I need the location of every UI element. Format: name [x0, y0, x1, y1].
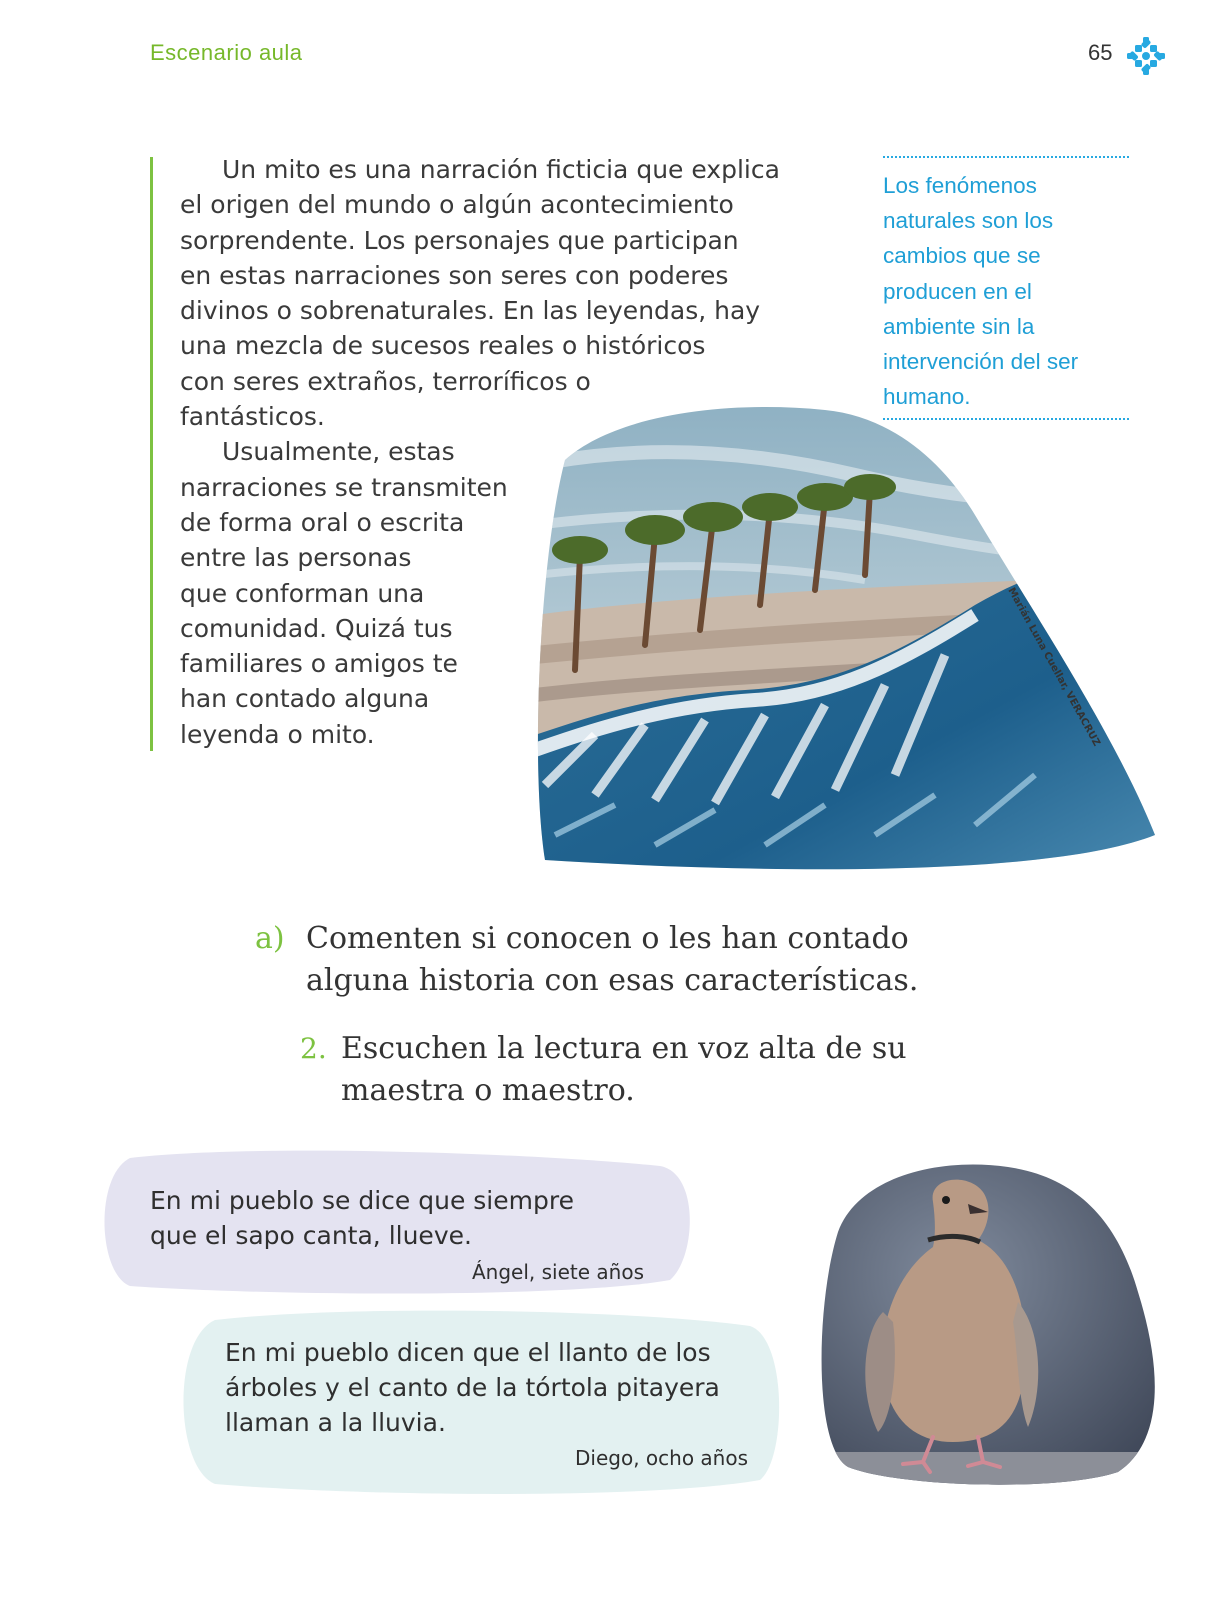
intro-line: en estas narraciones son seres con poderes: [180, 260, 729, 290]
intro-line: una mezcla de sucesos reales o históricos: [180, 331, 706, 361]
quote-line: En mi pueblo dicen que el llanto de los: [225, 1338, 711, 1367]
tidal-wave-illustration: [535, 405, 1165, 890]
glossary-line: naturales son los: [883, 208, 1054, 234]
intro-line: familiares o amigos te: [180, 649, 458, 679]
intro-line: narraciones se transmiten: [180, 472, 508, 502]
quote-bubble-diego: [175, 1308, 785, 1498]
section-label: Escenario aula: [150, 40, 303, 65]
glossary-line: humano.: [883, 384, 971, 410]
intro-line: el origen del mundo o algún acontecimiento: [180, 190, 734, 220]
activity-line: maestra o maestro.: [341, 1073, 635, 1108]
quote-text: [150, 1183, 574, 1253]
quote-author: Diego, ocho años: [575, 1446, 748, 1470]
intro-line: entre las personas: [180, 543, 412, 573]
glossary-line: Los fenómenos: [883, 173, 1037, 198]
activity-item-2: [300, 1028, 1000, 1112]
glossary-line: producen en el: [883, 278, 1032, 304]
quote-text: [225, 1335, 720, 1440]
intro-accent-rule: [150, 157, 153, 751]
activity-line: Escuchen la lectura en voz alta de su: [341, 1031, 907, 1066]
snowflake-emblem-icon: [1126, 36, 1166, 76]
quote-line: que el sapo canta, llueve.: [150, 1221, 472, 1250]
activity-number: 2.: [300, 1032, 327, 1065]
glossary-line: ambiente sin la: [883, 313, 1035, 339]
intro-line: Usualmente, estas: [222, 437, 455, 467]
glossary-line: intervención del ser: [883, 349, 1079, 375]
intro-line: fantásticos.: [180, 402, 325, 432]
intro-line: que conforman una: [180, 578, 425, 608]
quote-author: Ángel, siete años: [472, 1260, 645, 1284]
activity-marker: a): [255, 921, 285, 956]
page-number: 65: [1088, 40, 1113, 65]
activity-item-a: [255, 918, 955, 1002]
activity-line: alguna historia con esas características.: [306, 963, 919, 998]
dove-photo: [818, 1162, 1163, 1487]
intro-line: sorprendente. Los personajes que participan: [180, 225, 739, 255]
intro-line: Un mito es una narración ficticia que explica: [222, 155, 780, 184]
quote-line: En mi pueblo se dice que siempre: [150, 1186, 574, 1215]
intro-line: de forma oral o escrita: [180, 507, 465, 537]
glossary-box: [883, 156, 1129, 420]
quote-line: árboles y el canto de la tórtola pitayera: [225, 1373, 720, 1402]
intro-line: comunidad. Quizá tus: [180, 613, 453, 643]
quote-line: llaman a la lluvia.: [225, 1408, 446, 1437]
illustration-credit: Marián Luna Cuellar, VERACRUZ: [1005, 586, 1102, 749]
intro-line: leyenda o mito.: [180, 719, 375, 749]
intro-line: divinos o sobrenaturales. En las leyendas, hay: [180, 296, 761, 326]
intro-line: con seres extraños, terroríficos o: [180, 366, 591, 396]
glossary-definition: [883, 168, 1078, 414]
glossary-line: cambios que se: [883, 243, 1041, 269]
intro-line: han contado alguna: [180, 684, 430, 714]
activity-line: Comenten si conocen o les han contado: [306, 921, 909, 956]
quote-bubble-angel: [100, 1148, 700, 1298]
